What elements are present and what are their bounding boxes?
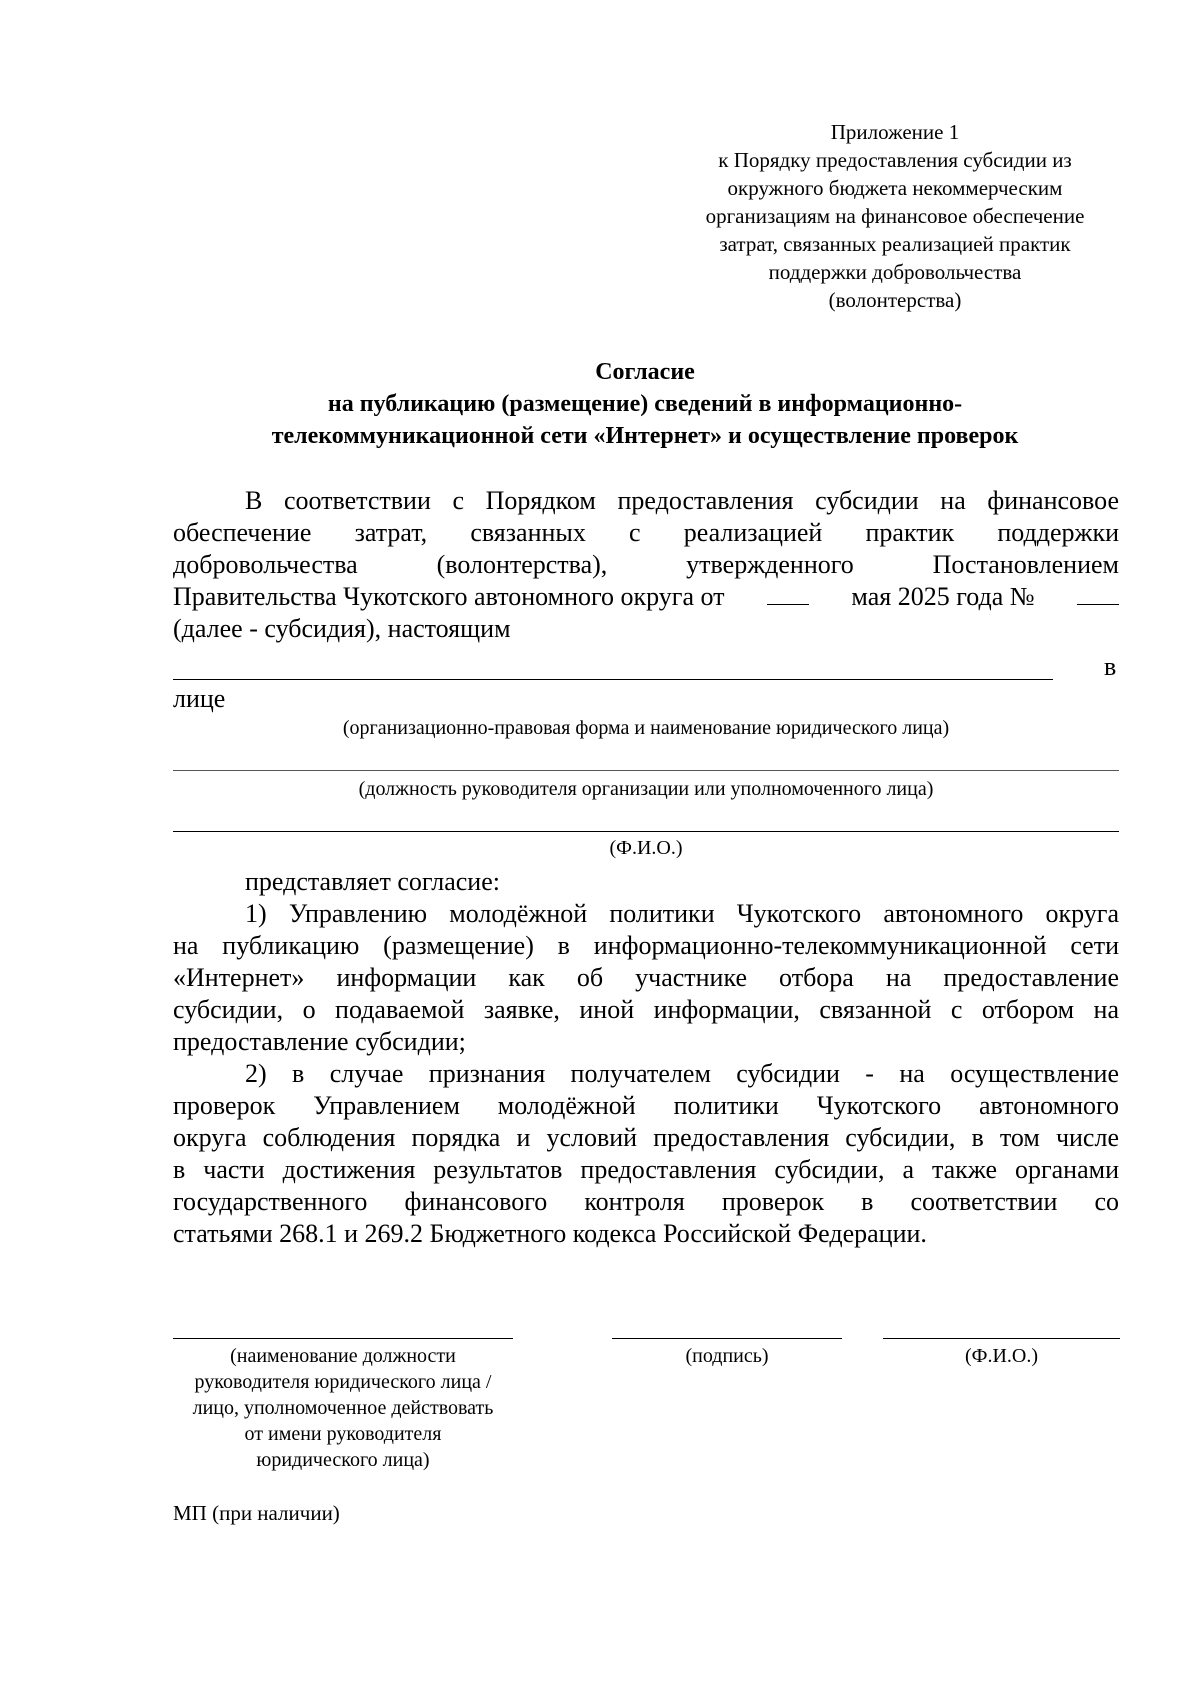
consent-item2-line: в части достижения результатов предоставления субсидии, а также органами <box>173 1155 1119 1184</box>
consent-item1-line: «Интернет» информации как об участнике отбора на предоставление <box>173 963 1119 992</box>
caption-line: юридического лица) <box>256 1449 430 1471</box>
signatory-position-field[interactable] <box>173 1338 513 1339</box>
consent-item1-line: предоставление субсидии; <box>173 1027 466 1056</box>
fio-caption: (Ф.И.О.) <box>609 837 683 859</box>
consent-item1-line: 1) Управлению молодёжной политики Чукотского автономного округа <box>245 899 1119 928</box>
appendix-reference <box>650 118 1140 314</box>
appendix-line: затрат, связанных реализацией практик <box>719 232 1071 256</box>
caption-line: от имени руководителя <box>244 1423 442 1445</box>
appendix-line: поддержки добровольчества <box>768 260 1022 284</box>
consent-item2-line: проверок Управлением молодёжной политики Чукотского автономного <box>173 1091 1119 1120</box>
consent-item2-line: округа соблюдения порядка и условий предоставления субсидии, в том числе <box>173 1123 1119 1152</box>
appendix-line: (волонтерства) <box>828 288 962 312</box>
title-line: Согласие <box>595 359 695 385</box>
title-line: на публикацию (размещение) сведений в информационно- <box>327 391 963 417</box>
position-field[interactable] <box>173 770 1119 771</box>
consent-item1-line: субсидии, о подаваемой заявке, иной информации, связанной с отбором на <box>173 995 1119 1024</box>
caption-line: (Ф.И.О.) <box>964 1345 1038 1367</box>
intro-line: добровольчества (волонтерства), утвержденного Постановлением <box>173 550 1119 579</box>
position-caption: (должность руководителя организации или уполномоченного лица) <box>358 778 934 800</box>
consent-item2-line: 2) в случае признания получателем субсидии - на осуществление <box>245 1059 1119 1088</box>
appendix-line: к Порядку предоставления субсидии из <box>718 148 1072 172</box>
intro-line: (далее - субсидия), настоящим <box>173 614 511 643</box>
intro-line: обеспечение затрат, связанных с реализацией практик поддержки <box>173 518 1119 547</box>
date-blank[interactable] <box>767 582 809 605</box>
org-name-caption: (организационно-правовая форма и наименование юридического лица) <box>342 717 950 739</box>
org-name-field[interactable] <box>173 679 1053 680</box>
consent-intro: представляет согласие: <box>245 867 500 896</box>
litse-text: лице <box>173 684 226 713</box>
caption-line: лицо, уполномоченное действовать <box>192 1397 494 1419</box>
document-title <box>150 356 1140 452</box>
caption-line: (наименование должности <box>230 1345 456 1367</box>
appendix-line: Приложение 1 <box>830 120 960 144</box>
caption-line: (подпись) <box>685 1345 769 1367</box>
signatory-fio-caption <box>883 1343 1120 1369</box>
consent-item2-line: статьями 268.1 и 269.2 Бюджетного кодекса Российской Федерации. <box>173 1219 927 1248</box>
caption-line: руководителя юридического лица / <box>194 1371 492 1393</box>
number-blank[interactable] <box>1077 582 1119 605</box>
intro-text: Правительства Чукотского автономного округа от <box>173 582 725 611</box>
intro-text: мая 2025 года № <box>851 582 1035 611</box>
intro-line: В соответствии с Порядком предоставления субсидии на финансовое <box>245 486 1119 515</box>
fio-field[interactable] <box>173 831 1119 832</box>
appendix-line: окружного бюджета некоммерческим <box>727 176 1063 200</box>
signatory-fio-field[interactable] <box>883 1338 1120 1339</box>
stamp-note: МП (при наличии) <box>173 1501 340 1525</box>
appendix-line: организациям на финансовое обеспечение <box>705 204 1085 228</box>
signature-caption <box>612 1343 842 1369</box>
v-letter: в <box>1104 652 1117 681</box>
consent-item1-line: на публикацию (размещение) в информационно-телекоммуникационной сети <box>173 931 1119 960</box>
signature-field[interactable] <box>612 1338 842 1339</box>
intro-line-with-blanks <box>173 581 1119 613</box>
title-line: телекоммуникационной сети «Интернет» и осуществление проверок <box>271 423 1019 449</box>
consent-item2-line: государственного финансового контроля проверок в соответствии со <box>173 1187 1119 1216</box>
signatory-position-caption <box>173 1343 513 1473</box>
